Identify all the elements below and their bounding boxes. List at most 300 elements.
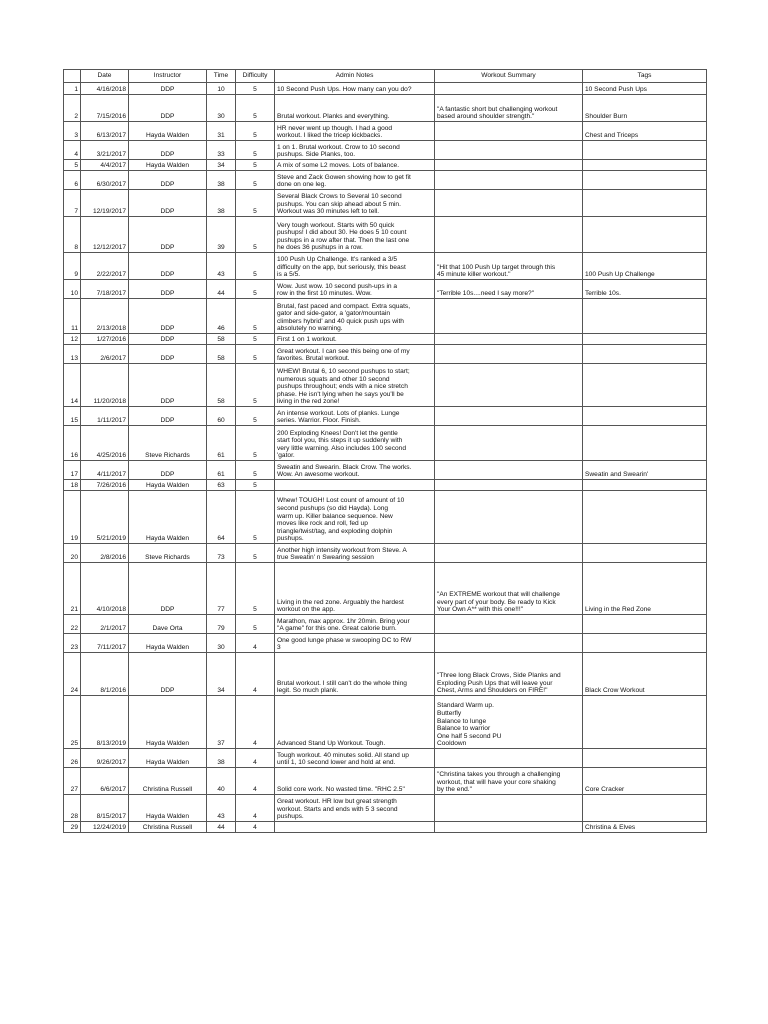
admin-notes-cell-text: Steve and Zack Gowen showing how to get fit done on one leg.	[277, 173, 411, 189]
date-cell[interactable]	[81, 190, 129, 217]
time-cell[interactable]	[207, 122, 236, 141]
admin-notes-cell[interactable]	[275, 95, 435, 122]
workout-summary-cell[interactable]	[435, 822, 583, 833]
workout-summary-cell[interactable]	[435, 696, 583, 749]
tags-cell[interactable]	[583, 749, 707, 768]
workout-summary-cell-text: "Terrible 10s....need I say more?"	[437, 290, 535, 298]
date-cell[interactable]	[81, 749, 129, 768]
tags-cell[interactable]	[583, 171, 707, 190]
date-cell-text: 2/13/2018	[96, 325, 126, 333]
row-number[interactable]	[64, 615, 81, 634]
tags-cell[interactable]	[583, 653, 707, 696]
instructor-cell-text: DDP	[160, 86, 175, 94]
row-number-text: 10	[70, 290, 78, 298]
admin-notes-cell[interactable]	[275, 653, 435, 696]
date-cell[interactable]	[81, 480, 129, 491]
admin-notes-cell[interactable]	[275, 544, 435, 563]
row-number[interactable]	[64, 480, 81, 491]
tags-cell[interactable]	[583, 334, 707, 345]
time-cell[interactable]	[207, 334, 236, 345]
difficulty-cell[interactable]	[236, 426, 275, 461]
tags-cell[interactable]	[583, 299, 707, 334]
date-cell-text: 1/11/2017	[97, 417, 126, 425]
date-cell[interactable]	[81, 345, 129, 364]
workout-summary-cell[interactable]	[435, 253, 583, 280]
header-tags[interactable]: Tags	[583, 70, 707, 83]
workout-summary-cell[interactable]	[435, 280, 583, 299]
difficulty-cell[interactable]	[236, 407, 275, 426]
time-cell[interactable]	[207, 461, 236, 480]
header-time[interactable]: Time	[207, 70, 236, 83]
workout-summary-cell[interactable]	[435, 122, 583, 141]
admin-notes-cell[interactable]	[275, 345, 435, 364]
date-cell[interactable]	[81, 544, 129, 563]
instructor-cell[interactable]	[129, 217, 207, 253]
workout-summary-cell[interactable]	[435, 653, 583, 696]
date-cell[interactable]	[81, 253, 129, 280]
table-row	[64, 253, 707, 280]
time-cell[interactable]	[207, 795, 236, 822]
workout-summary-cell-text: "Christina takes you through a challenging workout, that will have your core shaking by the end."	[437, 771, 561, 794]
time-cell[interactable]	[207, 749, 236, 768]
header-workout-summary[interactable]: Workout Summary	[435, 70, 583, 83]
date-cell[interactable]	[81, 615, 129, 634]
date-cell[interactable]	[81, 563, 129, 615]
row-number[interactable]	[64, 653, 81, 696]
instructor-cell[interactable]	[129, 364, 207, 407]
workout-summary-cell[interactable]	[435, 171, 583, 190]
time-cell[interactable]	[207, 171, 236, 190]
row-number[interactable]	[64, 634, 81, 653]
difficulty-cell[interactable]	[236, 795, 275, 822]
workout-summary-cell[interactable]	[435, 544, 583, 563]
date-cell[interactable]	[81, 653, 129, 696]
tags-cell[interactable]	[583, 615, 707, 634]
time-cell[interactable]	[207, 822, 236, 833]
instructor-cell[interactable]	[129, 615, 207, 634]
instructor-cell[interactable]	[129, 426, 207, 461]
row-number-text: 4	[74, 151, 78, 159]
time-cell[interactable]	[207, 491, 236, 544]
row-number-text: 25	[70, 740, 78, 748]
workout-summary-cell[interactable]	[435, 345, 583, 364]
row-number[interactable]	[64, 160, 81, 171]
table-row	[64, 299, 707, 334]
row-number[interactable]	[64, 334, 81, 345]
admin-notes-cell[interactable]	[275, 426, 435, 461]
admin-notes-cell[interactable]	[275, 480, 435, 491]
time-cell[interactable]	[207, 217, 236, 253]
tags-cell[interactable]	[583, 253, 707, 280]
row-number[interactable]	[64, 544, 81, 563]
time-cell[interactable]	[207, 299, 236, 334]
admin-notes-cell[interactable]	[275, 364, 435, 407]
time-cell[interactable]	[207, 407, 236, 426]
instructor-cell[interactable]	[129, 563, 207, 615]
header-difficulty[interactable]: Difficulty	[236, 70, 275, 83]
time-cell[interactable]	[207, 696, 236, 749]
date-cell-text: 4/11/2017	[97, 471, 126, 479]
workout-summary-cell[interactable]	[435, 480, 583, 491]
tags-cell[interactable]	[583, 822, 707, 833]
workout-summary-cell[interactable]	[435, 334, 583, 345]
workout-summary-cell[interactable]	[435, 217, 583, 253]
time-cell[interactable]	[207, 480, 236, 491]
time-cell[interactable]	[207, 95, 236, 122]
instructor-cell[interactable]	[129, 299, 207, 334]
time-cell[interactable]	[207, 160, 236, 171]
tags-cell[interactable]	[583, 544, 707, 563]
difficulty-cell[interactable]	[236, 190, 275, 217]
row-number[interactable]	[64, 217, 81, 253]
tags-cell-text: Black Crow Workout	[585, 687, 645, 695]
tags-cell[interactable]	[583, 141, 707, 160]
date-cell[interactable]	[81, 160, 129, 171]
tags-cell[interactable]	[583, 83, 707, 95]
workout-summary-cell[interactable]	[435, 190, 583, 217]
instructor-cell[interactable]	[129, 122, 207, 141]
workout-summary-cell[interactable]	[435, 615, 583, 634]
instructor-cell[interactable]	[129, 407, 207, 426]
workout-summary-cell[interactable]	[435, 364, 583, 407]
row-number[interactable]	[64, 171, 81, 190]
workout-summary-cell-text: "Three long Black Crows, Side Planks and Exploding Push Ups that will leave your Chest, Arms and Shoulders on FIRE!"	[437, 672, 561, 695]
workout-summary-cell[interactable]	[435, 426, 583, 461]
row-number[interactable]	[64, 83, 81, 95]
row-number[interactable]	[64, 122, 81, 141]
row-number[interactable]	[64, 345, 81, 364]
workout-spreadsheet	[63, 69, 707, 833]
table-row	[64, 345, 707, 364]
date-cell-text: 4/10/2018	[96, 606, 126, 614]
admin-notes-cell[interactable]	[275, 615, 435, 634]
tags-cell[interactable]	[583, 190, 707, 217]
row-number[interactable]	[64, 696, 81, 749]
difficulty-cell[interactable]	[236, 253, 275, 280]
workout-summary-cell[interactable]	[435, 141, 583, 160]
instructor-cell[interactable]	[129, 253, 207, 280]
tags-cell[interactable]	[583, 491, 707, 544]
difficulty-cell-text: 5	[253, 86, 257, 94]
instructor-cell[interactable]	[129, 95, 207, 122]
admin-notes-cell[interactable]	[275, 334, 435, 345]
admin-notes-cell[interactable]	[275, 407, 435, 426]
date-cell[interactable]	[81, 364, 129, 407]
time-cell-text: 39	[217, 244, 225, 252]
difficulty-cell[interactable]	[236, 83, 275, 95]
difficulty-cell[interactable]	[236, 768, 275, 795]
tags-cell[interactable]	[583, 768, 707, 795]
difficulty-cell[interactable]	[236, 563, 275, 615]
row-number-text: 14	[70, 398, 78, 406]
admin-notes-cell[interactable]	[275, 253, 435, 280]
workout-summary-cell[interactable]	[435, 749, 583, 768]
difficulty-cell[interactable]	[236, 171, 275, 190]
row-number-text: 11	[71, 325, 78, 333]
time-cell[interactable]	[207, 544, 236, 563]
difficulty-cell[interactable]	[236, 544, 275, 563]
row-number[interactable]	[64, 95, 81, 122]
row-number[interactable]	[64, 407, 81, 426]
admin-notes-cell[interactable]	[275, 768, 435, 795]
tags-cell-text: Chest and Triceps	[585, 132, 639, 140]
date-cell-text: 7/15/2016	[96, 113, 126, 121]
table-row	[64, 491, 707, 544]
workout-summary-cell[interactable]	[435, 407, 583, 426]
row-number[interactable]	[64, 563, 81, 615]
table-row	[64, 461, 707, 480]
table-row	[64, 480, 707, 491]
instructor-cell-text: Hayda Walden	[145, 482, 189, 490]
difficulty-cell-text: 5	[253, 336, 257, 344]
time-cell[interactable]	[207, 426, 236, 461]
tags-cell[interactable]	[583, 563, 707, 615]
tags-cell[interactable]	[583, 696, 707, 749]
row-number-text: 15	[70, 417, 78, 425]
date-cell-text: 4/4/2017	[100, 162, 126, 170]
row-number-text: 18	[70, 482, 78, 490]
tags-cell[interactable]	[583, 345, 707, 364]
row-number[interactable]	[64, 299, 81, 334]
date-cell[interactable]	[81, 83, 129, 95]
instructor-cell[interactable]	[129, 634, 207, 653]
tags-cell[interactable]	[583, 795, 707, 822]
difficulty-cell[interactable]	[236, 822, 275, 833]
time-cell-text: 61	[217, 471, 225, 479]
date-cell[interactable]	[81, 95, 129, 122]
difficulty-cell[interactable]	[236, 634, 275, 653]
row-number-text: 8	[74, 244, 78, 252]
difficulty-cell-text: 4	[253, 740, 257, 748]
admin-notes-cell[interactable]	[275, 634, 435, 653]
date-cell[interactable]	[81, 426, 129, 461]
time-cell[interactable]	[207, 141, 236, 160]
admin-notes-cell[interactable]	[275, 795, 435, 822]
difficulty-cell[interactable]	[236, 299, 275, 334]
row-number[interactable]	[64, 749, 81, 768]
row-number-text: 19	[70, 535, 78, 543]
difficulty-cell[interactable]	[236, 122, 275, 141]
header-date[interactable]: Date	[81, 70, 129, 83]
difficulty-cell[interactable]	[236, 160, 275, 171]
instructor-cell[interactable]	[129, 345, 207, 364]
row-number-text: 5	[74, 162, 78, 170]
instructor-cell[interactable]	[129, 544, 207, 563]
tags-cell[interactable]	[583, 217, 707, 253]
date-cell[interactable]	[81, 407, 129, 426]
header-admin-notes[interactable]: Admin Notes	[275, 70, 435, 83]
time-cell[interactable]	[207, 280, 236, 299]
time-cell-text: 63	[217, 482, 225, 490]
date-cell[interactable]	[81, 280, 129, 299]
header-instructor[interactable]: Instructor	[129, 70, 207, 83]
date-cell-text: 5/21/2019	[96, 535, 126, 543]
time-cell[interactable]	[207, 563, 236, 615]
date-cell[interactable]	[81, 822, 129, 833]
table-row	[64, 217, 707, 253]
time-cell[interactable]	[207, 83, 236, 95]
time-cell[interactable]	[207, 364, 236, 407]
workout-summary-cell[interactable]	[435, 461, 583, 480]
time-cell[interactable]	[207, 345, 236, 364]
difficulty-cell-text: 5	[253, 471, 257, 479]
difficulty-cell[interactable]	[236, 334, 275, 345]
table-row	[64, 696, 707, 749]
admin-notes-cell-text: 100 Push Up Challenge. It's ranked a 3/5 difficulty on the app, but seriously, this beast is a 5/5.	[277, 256, 406, 279]
row-number[interactable]	[64, 461, 81, 480]
date-cell[interactable]	[81, 461, 129, 480]
date-cell[interactable]	[81, 768, 129, 795]
difficulty-cell[interactable]	[236, 615, 275, 634]
instructor-cell[interactable]	[129, 171, 207, 190]
tags-cell[interactable]	[583, 461, 707, 480]
admin-notes-cell[interactable]	[275, 83, 435, 95]
workout-summary-cell[interactable]	[435, 795, 583, 822]
tags-cell[interactable]	[583, 364, 707, 407]
date-cell[interactable]	[81, 696, 129, 749]
difficulty-cell-text: 5	[253, 482, 257, 490]
instructor-cell[interactable]	[129, 795, 207, 822]
tags-cell[interactable]	[583, 426, 707, 461]
instructor-cell-text: Hayda Walden	[145, 740, 189, 748]
time-cell-text: 38	[217, 208, 225, 216]
row-number[interactable]	[64, 141, 81, 160]
date-cell[interactable]	[81, 217, 129, 253]
admin-notes-cell[interactable]	[275, 122, 435, 141]
time-cell[interactable]	[207, 653, 236, 696]
date-cell[interactable]	[81, 491, 129, 544]
instructor-cell-text: Hayda Walden	[145, 813, 189, 821]
admin-notes-cell[interactable]	[275, 280, 435, 299]
admin-notes-cell[interactable]	[275, 190, 435, 217]
tags-cell[interactable]	[583, 95, 707, 122]
row-number[interactable]	[64, 491, 81, 544]
row-number[interactable]	[64, 426, 81, 461]
difficulty-cell[interactable]	[236, 95, 275, 122]
tags-cell[interactable]	[583, 160, 707, 171]
date-cell[interactable]	[81, 334, 129, 345]
admin-notes-cell-text: Tough workout. 40 minutes solid. All stand up until 1, 10 second lower and hold at end.	[277, 751, 409, 767]
instructor-cell[interactable]	[129, 696, 207, 749]
instructor-cell[interactable]	[129, 822, 207, 833]
workout-summary-cell[interactable]	[435, 95, 583, 122]
date-cell[interactable]	[81, 634, 129, 653]
tags-cell[interactable]	[583, 634, 707, 653]
row-number-text: 12	[70, 336, 78, 344]
admin-notes-cell-text: A mix of some L2 moves. Lots of balance.	[277, 162, 400, 170]
row-number-text: 29	[70, 824, 78, 832]
time-cell-text: 79	[217, 625, 225, 633]
tags-cell[interactable]	[583, 407, 707, 426]
date-cell[interactable]	[81, 299, 129, 334]
tags-cell[interactable]	[583, 280, 707, 299]
tags-cell[interactable]	[583, 480, 707, 491]
row-number[interactable]	[64, 768, 81, 795]
instructor-cell-text: DDP	[160, 336, 175, 344]
time-cell-text: 44	[217, 824, 225, 832]
workout-summary-cell[interactable]	[435, 768, 583, 795]
admin-notes-cell-text: WHEW! Brutal 6, 10 second pushups to start; numerous squats and other 10 second pushups throughout; ends with a nice stretch phase. He isn't lying when he says you'll be living in the red zone!	[277, 368, 410, 406]
instructor-cell[interactable]	[129, 190, 207, 217]
difficulty-cell[interactable]	[236, 280, 275, 299]
difficulty-cell-text: 5	[253, 271, 257, 279]
admin-notes-cell[interactable]	[275, 160, 435, 171]
row-number[interactable]	[64, 364, 81, 407]
workout-summary-cell[interactable]	[435, 160, 583, 171]
workout-summary-cell[interactable]	[435, 491, 583, 544]
workout-summary-cell[interactable]	[435, 563, 583, 615]
instructor-cell[interactable]	[129, 160, 207, 171]
row-number[interactable]	[64, 190, 81, 217]
admin-notes-cell[interactable]	[275, 217, 435, 253]
difficulty-cell[interactable]	[236, 749, 275, 768]
instructor-cell[interactable]	[129, 491, 207, 544]
admin-notes-cell[interactable]	[275, 141, 435, 160]
difficulty-cell[interactable]	[236, 461, 275, 480]
difficulty-cell[interactable]	[236, 696, 275, 749]
instructor-cell[interactable]	[129, 653, 207, 696]
admin-notes-cell[interactable]	[275, 491, 435, 544]
instructor-cell[interactable]	[129, 280, 207, 299]
workout-summary-cell[interactable]	[435, 634, 583, 653]
admin-notes-cell[interactable]	[275, 461, 435, 480]
instructor-cell[interactable]	[129, 749, 207, 768]
admin-notes-cell[interactable]	[275, 563, 435, 615]
difficulty-cell[interactable]	[236, 345, 275, 364]
row-number[interactable]	[64, 795, 81, 822]
admin-notes-cell[interactable]	[275, 299, 435, 334]
time-cell[interactable]	[207, 768, 236, 795]
admin-notes-cell-text: Several Black Crows to Several 10 second pushups. You can skip ahead about 5 min. Workout was 30 minutes left to tell.	[277, 193, 402, 216]
admin-notes-cell[interactable]	[275, 822, 435, 833]
tags-cell[interactable]	[583, 122, 707, 141]
date-cell-text: 4/25/2016	[96, 452, 126, 460]
admin-notes-cell[interactable]	[275, 749, 435, 768]
date-cell[interactable]	[81, 795, 129, 822]
time-cell[interactable]	[207, 634, 236, 653]
admin-notes-cell-text: Whew! TOUGH! Lost count of amount of 10 second pushups (so did Hayda). Long warm up. Killer balance sequence. New moves like rock and roll, fed up triangle/twist/tag, and exploding dolphin pushups.	[277, 497, 405, 543]
date-cell[interactable]	[81, 122, 129, 141]
date-cell[interactable]	[81, 141, 129, 160]
difficulty-cell[interactable]	[236, 364, 275, 407]
time-cell[interactable]	[207, 190, 236, 217]
instructor-cell[interactable]	[129, 461, 207, 480]
difficulty-cell[interactable]	[236, 653, 275, 696]
row-number[interactable]	[64, 822, 81, 833]
difficulty-cell[interactable]	[236, 217, 275, 253]
workout-summary-cell[interactable]	[435, 83, 583, 95]
admin-notes-cell-text: 10 Second Push Ups. How many can you do?	[277, 86, 412, 94]
admin-notes-cell[interactable]	[275, 696, 435, 749]
admin-notes-cell[interactable]	[275, 171, 435, 190]
difficulty-cell[interactable]	[236, 141, 275, 160]
row-number[interactable]	[64, 280, 81, 299]
table-row	[64, 334, 707, 345]
admin-notes-cell-text: Advanced Stand Up Workout. Tough.	[277, 740, 386, 748]
instructor-cell[interactable]	[129, 141, 207, 160]
instructor-cell[interactable]	[129, 768, 207, 795]
instructor-cell[interactable]	[129, 480, 207, 491]
instructor-cell[interactable]	[129, 83, 207, 95]
difficulty-cell[interactable]	[236, 491, 275, 544]
time-cell[interactable]	[207, 253, 236, 280]
difficulty-cell[interactable]	[236, 480, 275, 491]
row-number[interactable]	[64, 253, 81, 280]
date-cell[interactable]	[81, 171, 129, 190]
instructor-cell[interactable]	[129, 334, 207, 345]
time-cell[interactable]	[207, 615, 236, 634]
workout-summary-cell[interactable]	[435, 299, 583, 334]
